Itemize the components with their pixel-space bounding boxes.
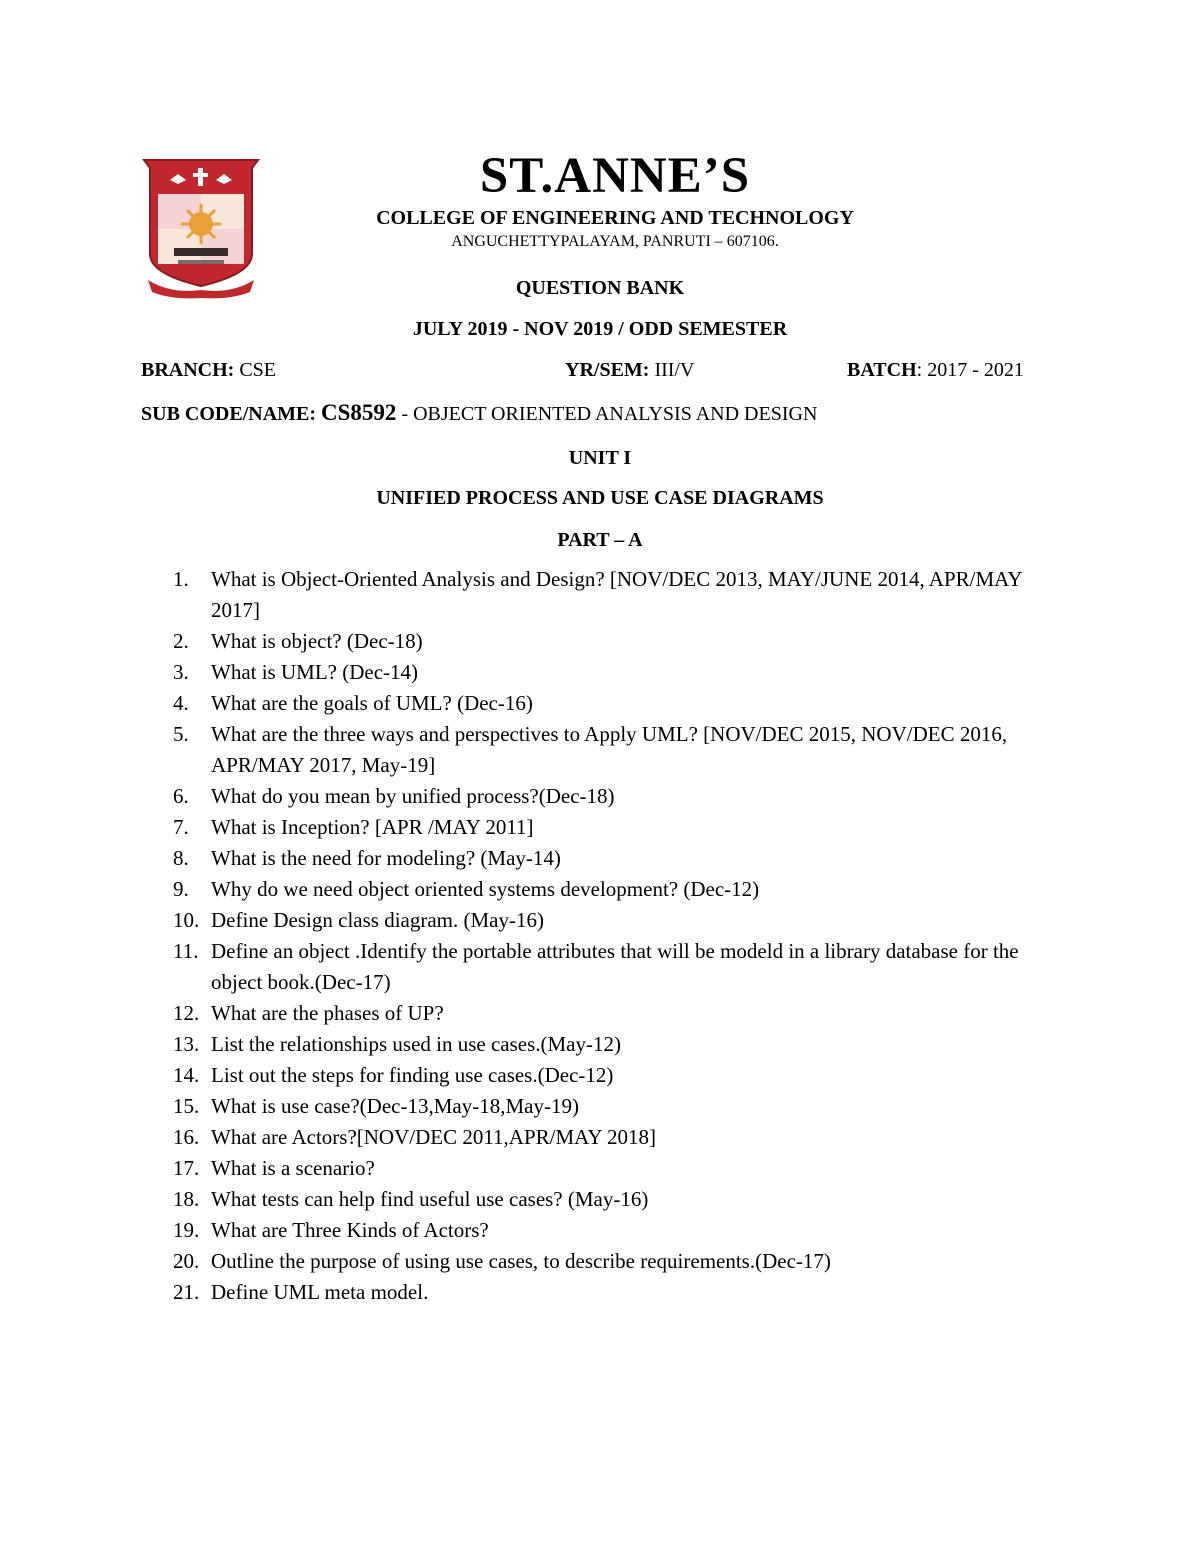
question-text: Define an object .Identify the portable attributes that will be modeld in a library database for the object book.(Dec-17) bbox=[211, 939, 1019, 994]
yrsem-value: III/V bbox=[649, 359, 695, 381]
question-number: 4. bbox=[173, 691, 189, 715]
list-item bbox=[173, 905, 1073, 936]
subject-name: - OBJECT ORIENTED ANALYSIS AND DESIGN bbox=[396, 403, 818, 425]
question-number: 1. bbox=[173, 567, 189, 591]
question-number: 19. bbox=[173, 1218, 200, 1242]
question-text: Define Design class diagram. (May-16) bbox=[211, 908, 544, 932]
yrsem-field bbox=[565, 358, 694, 382]
question-text: What is a scenario? bbox=[211, 1156, 375, 1180]
question-text: List out the steps for finding use cases.(Dec-12) bbox=[211, 1063, 614, 1087]
yrsem-label: YR/SEM: bbox=[565, 359, 650, 381]
list-item bbox=[173, 1029, 1073, 1060]
question-text: Outline the purpose of using use cases, to describe requirements.(Dec-17) bbox=[211, 1249, 831, 1273]
list-item bbox=[173, 1091, 1073, 1122]
batch-field bbox=[847, 358, 1024, 382]
college-address: ANGUCHETTYPALAYAM, PANRUTI – 607106. bbox=[451, 233, 779, 250]
question-number: 20. bbox=[173, 1249, 200, 1273]
batch-value: : 2017 - 2021 bbox=[916, 359, 1024, 381]
list-item bbox=[173, 812, 1073, 843]
question-text: List the relationships used in use cases.(May-12) bbox=[211, 1032, 621, 1056]
list-item bbox=[173, 874, 1073, 905]
question-text: What do you mean by unified process?(Dec-18) bbox=[211, 784, 615, 808]
list-item bbox=[173, 1215, 1073, 1246]
list-item bbox=[173, 1122, 1073, 1153]
question-text: What tests can help find useful use cases? (May-16) bbox=[211, 1187, 649, 1211]
question-number: 11. bbox=[173, 939, 199, 963]
question-number: 6. bbox=[173, 784, 189, 808]
question-number: 12. bbox=[173, 1001, 200, 1025]
question-list bbox=[173, 564, 1073, 1308]
unit-title: UNIT I bbox=[568, 447, 632, 469]
question-text: What are the three ways and perspectives to Apply UML? [NOV/DEC 2015, NOV/DEC 2016, APR/MAY 2017, May-19] bbox=[211, 722, 1008, 777]
question-text: What is use case?(Dec-13,May-18,May-19) bbox=[211, 1094, 579, 1118]
doc-title: QUESTION BANK bbox=[515, 277, 685, 299]
list-item bbox=[173, 1060, 1073, 1091]
question-number: 14. bbox=[173, 1063, 200, 1087]
branch-field bbox=[141, 358, 276, 382]
list-item bbox=[173, 1246, 1073, 1277]
list-item bbox=[173, 998, 1073, 1029]
question-number: 13. bbox=[173, 1032, 200, 1056]
question-number: 5. bbox=[173, 722, 189, 746]
subject-code: CS8592 bbox=[321, 400, 397, 425]
list-item bbox=[173, 564, 1073, 626]
subject-label: SUB CODE/NAME: bbox=[141, 403, 322, 425]
list-item bbox=[173, 657, 1073, 688]
question-text: What are Actors?[NOV/DEC 2011,APR/MAY 2018] bbox=[211, 1125, 657, 1149]
question-text: What is object? (Dec-18) bbox=[211, 629, 423, 653]
question-number: 21. bbox=[173, 1280, 200, 1304]
unit-name: UNIFIED PROCESS AND USE CASE DIAGRAMS bbox=[376, 487, 824, 509]
question-number: 18. bbox=[173, 1187, 200, 1211]
question-text: What is UML? (Dec-14) bbox=[211, 660, 419, 684]
question-number: 7. bbox=[173, 815, 189, 839]
question-text: What are the phases of UP? bbox=[211, 1001, 444, 1025]
question-number: 3. bbox=[173, 660, 189, 684]
list-item bbox=[173, 843, 1073, 874]
question-text: What are Three Kinds of Actors? bbox=[211, 1218, 489, 1242]
list-item bbox=[173, 1153, 1073, 1184]
question-text: What is Inception? [APR /MAY 2011] bbox=[211, 815, 534, 839]
batch-label: BATCH bbox=[847, 359, 917, 381]
list-item bbox=[173, 1277, 1073, 1308]
question-number: 2. bbox=[173, 629, 189, 653]
list-item bbox=[173, 688, 1073, 719]
list-item bbox=[173, 781, 1073, 812]
college-subtitle: COLLEGE OF ENGINEERING AND TECHNOLOGY bbox=[376, 207, 854, 229]
branch-label: BRANCH: bbox=[141, 359, 235, 381]
part-heading: PART – A bbox=[557, 529, 643, 551]
college-name: ST.ANNE’S bbox=[479, 148, 751, 204]
branch-value: CSE bbox=[234, 359, 277, 381]
subject-line bbox=[141, 401, 817, 426]
list-item bbox=[173, 626, 1073, 657]
list-item bbox=[173, 1184, 1073, 1215]
question-text: What is the need for modeling? (May-14) bbox=[211, 846, 561, 870]
question-number: 8. bbox=[173, 846, 189, 870]
question-number: 17. bbox=[173, 1156, 200, 1180]
question-number: 15. bbox=[173, 1094, 200, 1118]
list-item bbox=[173, 719, 1073, 781]
semester-heading: JULY 2019 - NOV 2019 / ODD SEMESTER bbox=[412, 318, 788, 340]
question-text: What is Object-Oriented Analysis and Design? [NOV/DEC 2013, MAY/JUNE 2014, APR/MAY 2017] bbox=[211, 567, 1022, 622]
question-number: 10. bbox=[173, 908, 200, 932]
list-item bbox=[173, 936, 1073, 998]
question-number: 16. bbox=[173, 1125, 200, 1149]
question-text: Why do we need object oriented systems development? (Dec-12) bbox=[211, 877, 760, 901]
question-text: Define UML meta model. bbox=[211, 1280, 429, 1304]
question-number: 9. bbox=[173, 877, 189, 901]
question-text: What are the goals of UML? (Dec-16) bbox=[211, 691, 533, 715]
